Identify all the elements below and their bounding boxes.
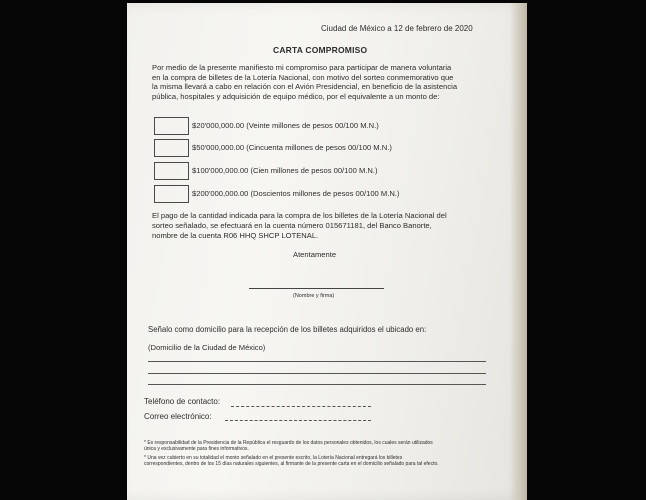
letter-date: Ciudad de México a 12 de febrero de 2020 xyxy=(321,24,473,33)
address-line[interactable] xyxy=(148,361,486,362)
paper-edge-shadow xyxy=(510,3,527,500)
payment-line: sorteo señalado, se efectuará en la cuenta número 015671181, del Banco Banorte, xyxy=(152,221,432,230)
amount-option-label: $50'000,000.00 (Cincuenta millones de pesos 00/100 M.N.) xyxy=(192,143,392,152)
closing-text: Atentamente xyxy=(293,250,337,259)
amount-checkbox[interactable] xyxy=(154,162,189,180)
payment-line: El pago de la cantidad indicada para la compra de los billetes de la Lotería Nacional del xyxy=(152,211,447,220)
amount-option-label: $200'000,000.00 (Doscientos millones de pesos 00/100 M.N.) xyxy=(192,189,400,198)
payment-line: nombre de la cuenta R06 HHQ SHCP LOTENAL. xyxy=(152,231,319,240)
phone-label: Teléfono de contacto: xyxy=(144,397,221,406)
footnote-line: correspondientes, dentro de los 15 días naturales siguientes, al firmante de la presente carta en el domicilio señalado para tal efecto. xyxy=(144,461,439,467)
address-line[interactable] xyxy=(148,384,486,385)
phone-field-line[interactable] xyxy=(231,406,371,407)
letter-page xyxy=(127,3,527,500)
intro-line: la misma llevará a cabo en relación con el Avión Presidencial, en beneficio de la asistencia xyxy=(152,82,458,92)
signature-line[interactable] xyxy=(249,288,384,289)
amount-checkbox[interactable] xyxy=(154,139,189,157)
footnote-line: única y exclusivamente para fines informativos. xyxy=(144,446,249,452)
address-line[interactable] xyxy=(148,373,486,374)
amount-option-50m[interactable] xyxy=(154,139,524,157)
letter-title: CARTA COMPROMISO xyxy=(273,45,368,55)
amount-checkbox[interactable] xyxy=(154,117,189,135)
payment-paragraph xyxy=(152,211,524,241)
intro-paragraph xyxy=(152,63,522,101)
intro-line: Por medio de la presente manifiesto mi compromiso para participar de manera voluntaria xyxy=(152,63,452,72)
intro-line: en la compra de billetes de la Lotería Nacional, con motivo del sorteo conmemorativo que xyxy=(152,72,454,82)
amount-option-20m[interactable] xyxy=(154,117,524,135)
email-label: Correo electrónico: xyxy=(144,412,212,421)
amount-option-100m[interactable] xyxy=(154,162,524,180)
intro-line: pública, hospitales y adquisición de equipo médico, por el equivalente a un monto de: xyxy=(152,91,440,101)
footnote-line: * Es responsabilidad de la Presidencia de la República el resguardo de los datos personales obtenidos, los cuales serán utilizados xyxy=(144,440,433,446)
amount-option-label: $100'000,000.00 (Cien millones de pesos 00/100 M.N.) xyxy=(192,166,378,175)
address-prompt: Señalo como domicilio para la recepción de los billetes adquiridos el ubicado en: xyxy=(148,325,427,334)
email-field-line[interactable] xyxy=(225,420,371,421)
amount-checkbox[interactable] xyxy=(154,185,189,203)
address-caption: (Domicilio de la Ciudad de México) xyxy=(148,343,266,352)
amount-option-label: $20'000,000.00 (Veinte millones de pesos 00/100 M.N.) xyxy=(192,121,379,130)
signature-caption: (Nombre y firma) xyxy=(293,293,335,299)
amount-option-200m[interactable] xyxy=(154,185,524,203)
footnote-line: * Una vez cubierto en su totalidad el monto señalado en el presente escrito, la Lotería Nacional entregará los billetes xyxy=(144,455,403,461)
